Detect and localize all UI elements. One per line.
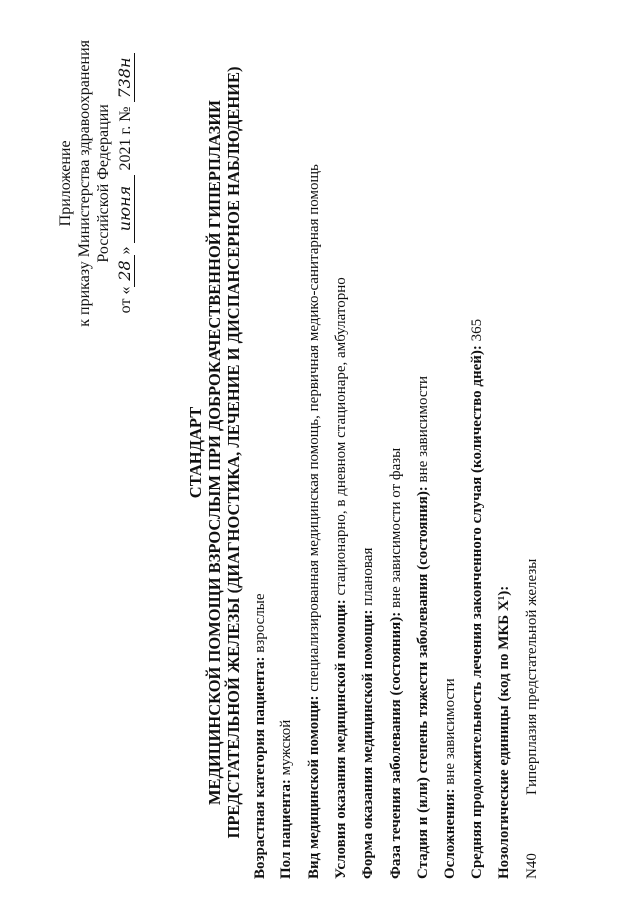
field-label: Средняя продолжительность лечения законченного случая (количество дней): [469, 345, 485, 879]
field-value: взрослые [252, 593, 268, 657]
handwritten-month: июня [115, 175, 135, 243]
date-prefix: от « [117, 286, 134, 314]
field-value: специализированная медицинская помощь, первичная медико-санитарная помощь [306, 164, 322, 696]
field-value: стационарно, в дневном стационаре, амбулаторно [333, 277, 349, 600]
field-care-form [360, 548, 377, 879]
field-disease-phase [388, 448, 405, 879]
field-value: вне зависимости от фазы [388, 447, 404, 612]
field-complications [442, 678, 459, 879]
date-mid: » [117, 246, 134, 255]
field-age-category [252, 593, 269, 879]
field-value: мужской [278, 719, 294, 780]
field-value: вне зависимости [442, 678, 458, 789]
field-label: Вид медицинской помощи: [306, 695, 322, 879]
approval-order-line: к приказу Министерства здравоохранения [76, 40, 93, 327]
document-title [186, 0, 243, 905]
nosology-name: Гиперплазия предстательной железы [524, 558, 540, 795]
field-patient-sex [278, 720, 295, 879]
title-line-1: СТАНДАРТ [186, 406, 205, 499]
field-label: Возрастная категория пациента: [252, 656, 268, 879]
field-treatment-duration [469, 319, 486, 879]
approval-block [56, 40, 135, 327]
approval-heading: Приложение [57, 140, 74, 227]
handwritten-order-number: 738н [115, 53, 135, 102]
field-disease-stage [415, 376, 432, 879]
field-care-type [306, 164, 323, 879]
nosology-row [524, 559, 541, 879]
field-care-conditions [333, 277, 350, 879]
title-line-3: ПРЕДСТАТЕЛЬНОЙ ЖЕЛЕЗЫ (ДИАГНОСТИКА, ЛЕЧЕНИЕ И ДИСПАНСЕРНОЕ НАБЛЮДЕНИЕ) [224, 66, 243, 839]
year-and-number-label: 2021 г. № [117, 106, 134, 171]
field-label: Условия оказания медицинской помощи: [333, 599, 349, 879]
field-nosology-units [496, 586, 513, 879]
field-label: Пол пациента: [278, 779, 294, 879]
field-label: Фаза течения заболевания (состояния): [388, 611, 404, 879]
field-value: вне зависимости [415, 375, 431, 487]
field-label: Осложнения: [442, 788, 458, 879]
approval-date-line [115, 40, 135, 327]
title-line-2: МЕДИЦИНСКОЙ ПОМОЩИ ВЗРОСЛЫМ ПРИ ДОБРОКАЧЕСТВЕННОЙ ГИПЕРПЛАЗИИ [205, 99, 224, 806]
nosology-code: N40 [524, 853, 540, 879]
field-value: 365 [469, 318, 485, 346]
handwritten-day: 28 [115, 255, 135, 287]
field-label: Стадия и (или) степень тяжести заболевания (состояния): [415, 486, 431, 879]
field-value: плановая [360, 547, 376, 610]
approval-country-line: Российской Федерации [95, 104, 112, 263]
field-label: Нозологические единицы (код по МКБ X¹): [496, 585, 512, 879]
field-label: Форма оказания медицинской помощи: [360, 609, 376, 879]
